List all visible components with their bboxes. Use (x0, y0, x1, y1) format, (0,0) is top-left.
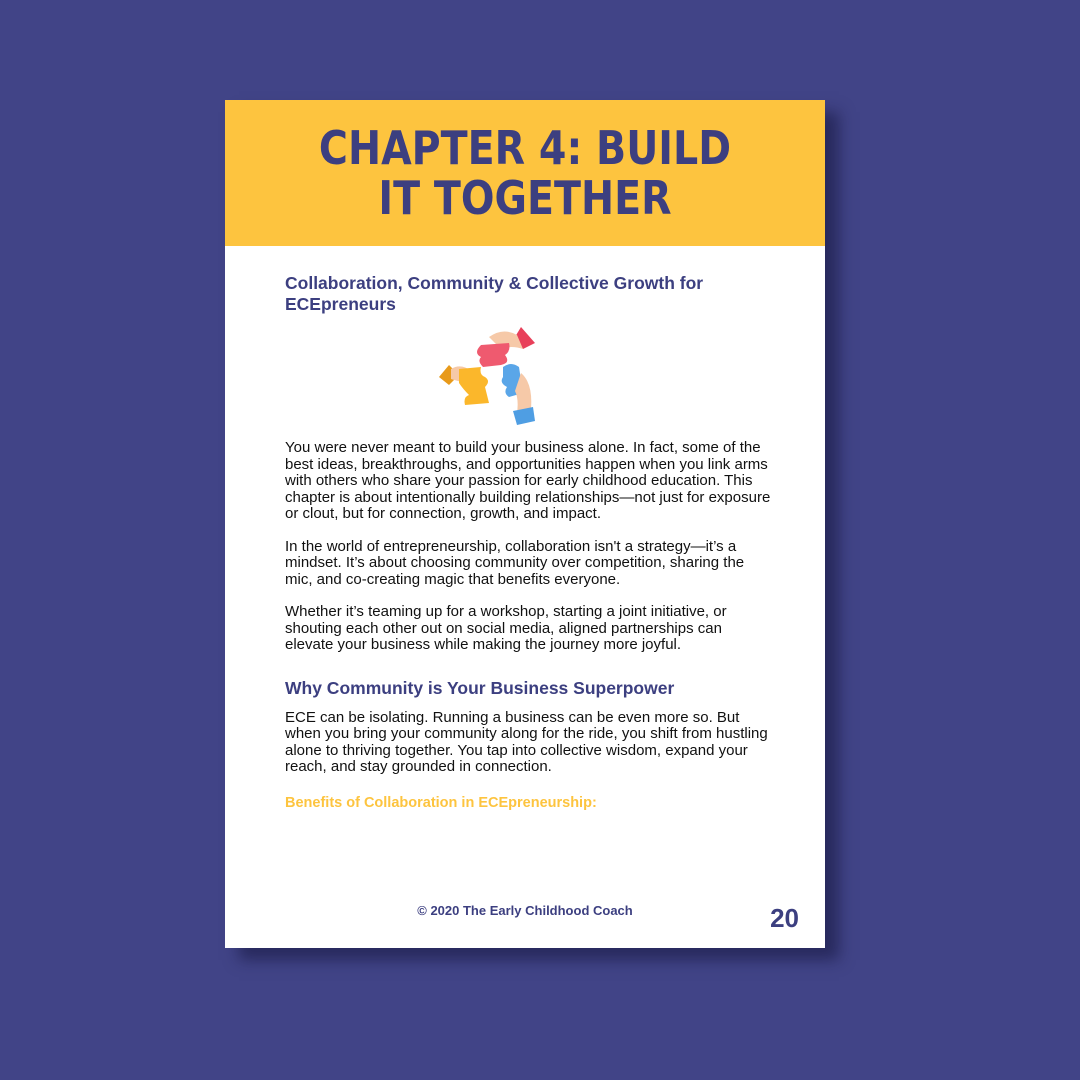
section-heading: Why Community is Your Business Superpower (285, 677, 675, 698)
benefits-heading: Benefits of Collaboration in ECEpreneurship: (285, 794, 597, 811)
copyright-footer: © 2020 The Early Childhood Coach (417, 903, 633, 918)
chapter-banner (225, 100, 825, 246)
puzzle-hands-icon (437, 323, 557, 427)
partnerships-paragraph: Whether it’s teaming up for a workshop, starting a joint initiative, or shouting each other out on social media, aligned partnerships can elevate your business while making the journey more joyful. (285, 603, 727, 653)
chapter-title: CHAPTER 4: BUILD IT TOGETHER (318, 121, 732, 225)
section-body: ECE can be isolating. Running a business can be even more so. But when you bring your community along for the ride, you shift from hustling alone to thriving together. You tap into collective wisdom, expand your reach, and stay grounded in connection. (285, 708, 768, 775)
page-content (285, 273, 771, 812)
document-page (225, 100, 825, 948)
intro-paragraph: You were never meant to build your business alone. In fact, some of the best ideas, breakthroughs, and opportunities happen when you link arms with others who share your passion for early childhood education. This chapter is about intentionally building relationships—not just for exposure or clout, but for connection, growth, and impact. (285, 439, 771, 522)
chapter-subtitle: Collaboration, Community & Collective Growth for ECEpreneurs (285, 273, 704, 314)
page-number: 20 (770, 903, 799, 933)
mindset-paragraph: In the world of entrepreneurship, collaboration isn't a strategy—it’s a mindset. It’s about choosing community over competition, sharing the mic, and co-creating magic that benefits everyone. (285, 537, 745, 588)
